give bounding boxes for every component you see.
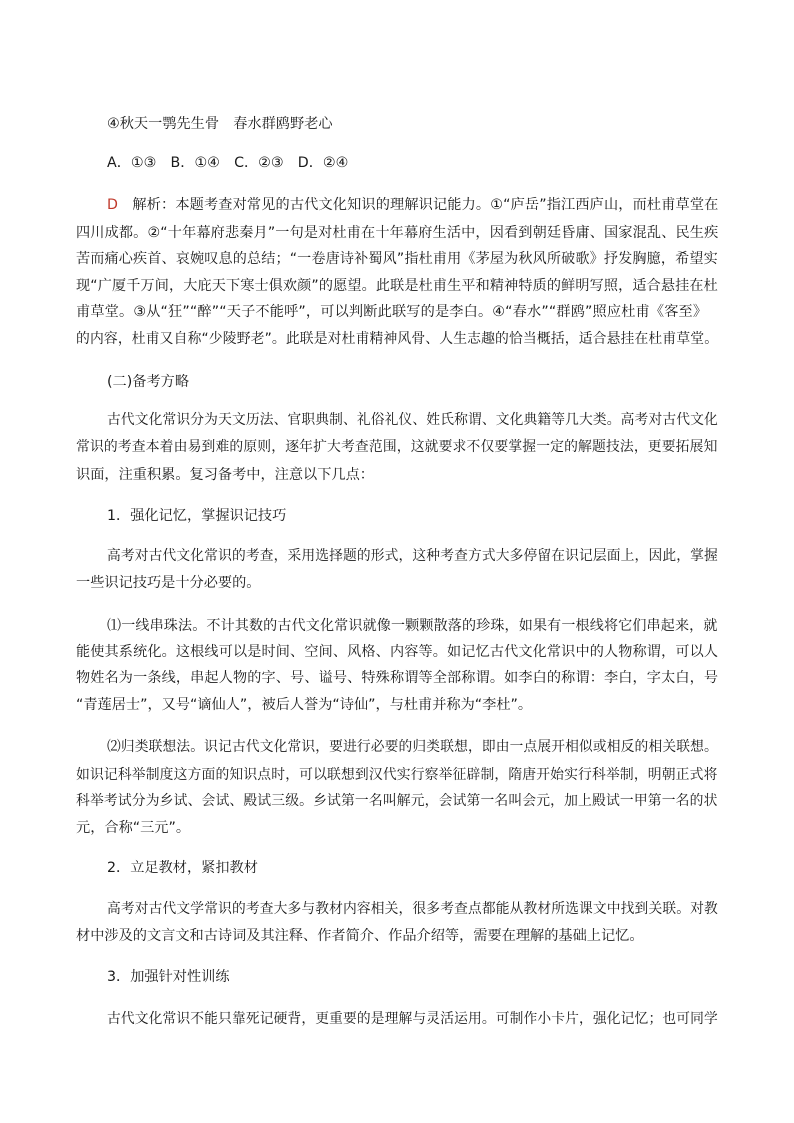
answer-letter: D [107,197,119,213]
method-1-line-2: 能使其系统化。这根线可以是时间、空间、风格、内容等。如记忆古代文化常识中的人物称谓，可以人 [76,644,719,660]
section-heading: (二)备考方略 [107,374,190,390]
intro-line-2: 常识的考查本着由易到难的原则，逐年扩大考查范围，这就要求不仅要掌握一定的解题技法，更要拓展知 [76,439,718,455]
method-1-line-1: ⑴一线串珠法。不计其数的古代文化常识就像一颗颗散落的珍珠，如果有一根线将它们串起来，就 [107,618,718,634]
poem-line: ④秋天一鹗先生骨 春水群鸥野老心 [107,116,333,132]
point-3-heading: 3．加强针对性训练 [107,969,230,985]
method-1-line-3: 物姓名为一条线，串起人物的字、号、谥号、特殊称谓等全部称谓。如李白的称谓：李白，字太白，号 [76,670,719,686]
method-2-line-4: 元，合称“三元”。 [76,820,191,836]
method-2-line-2: 如识记科举制度这方面的知识点时，可以联想到汉代实行察举征辟制，隋唐开始实行科举制，明朝正式将 [76,767,718,783]
answer-explanation-line-1 [107,195,718,215]
method-2-line-3: 科举考试分为乡试、会试、殿试三级。乡试第一名叫解元，会试第一名叫会元，加上殿试一甲第一名的状 [76,793,718,809]
answer-explanation-line-4: 现“广厦千万间，大庇天下寒士俱欢颜”的愿望。此联是杜甫生平和精神特质的鲜明写照，适合悬挂在杜 [76,278,718,294]
method-1-line-4: “青莲居士”，又号“谪仙人”，被后人誉为“诗仙”，与杜甫并称为“李杜”。 [76,697,533,713]
answer-explanation-line-3: 苦而痛心疾首、哀婉叹息的总结；“一卷唐诗补蜀风”指杜甫用《茅屋为秋风所破歌》抒发胸臆，希望实 [76,251,718,267]
point-1-line-1: 高考对古代文化常识的考查，采用选择题的形式，这种考查方式大多停留在识记层面上，因此，掌握 [107,548,718,564]
point-2-line-2: 材中涉及的文言文和古诗词及其注释、作者简介、作品介绍等，需要在理解的基础上记忆。 [76,928,644,944]
method-2-line-1: ⑵归类联想法。识记古代文化常识，要进行必要的归类联想，即由一点展开相似或相反的相关联想。 [107,739,718,755]
point-3-line-1: 古代文化常识不能只靠死记硬背，更重要的是理解与灵活运用。可制作小卡片，强化记忆；也可同学 [107,1011,718,1027]
intro-line-1: 古代文化常识分为天文历法、官职典制、礼俗礼仪、姓氏称谓、文化典籍等几大类。高考对古代文化 [107,412,718,428]
intro-line-3: 识面，注重积累。复习备考中，注意以下几点： [76,467,374,483]
point-2-heading: 2．立足教材，紧扣教材 [107,860,258,876]
answer-explanation-line-6: 的内容，杜甫又自称“少陵野老”。此联是对杜甫精神风骨、人生志趣的恰当概括，适合悬挂在杜甫草堂。 [76,331,719,347]
point-1-heading: 1．强化记忆，掌握识记技巧 [107,508,287,524]
answer-explanation-line-5: 甫草堂。③从“狂”“醉”“天子不能呼”，可以判断此联写的是李白。④“春水”“群鸥”照应杜甫《客至》 [76,304,708,320]
answer-explanation-line-2: 四川成都。②“十年幕府悲秦月”一句是对杜甫在十年幕府生活中，因看到朝廷昏庸、国家混乱、民生疾 [76,225,719,241]
answer-options: A．①③ B．①④ C．②③ D．②④ [107,155,349,171]
point-2-line-1: 高考对古代文学常识的考查大多与教材内容相关，很多考查点都能从教材所选课文中找到关联。对教 [107,901,718,917]
answer-explanation-text: 解析：本题考查对常见的古代文化知识的理解识记能力。①“庐岳”指江西庐山，而杜甫草堂在 [118,197,719,213]
point-1-line-2: 一些识记技巧是十分必要的。 [76,575,261,591]
